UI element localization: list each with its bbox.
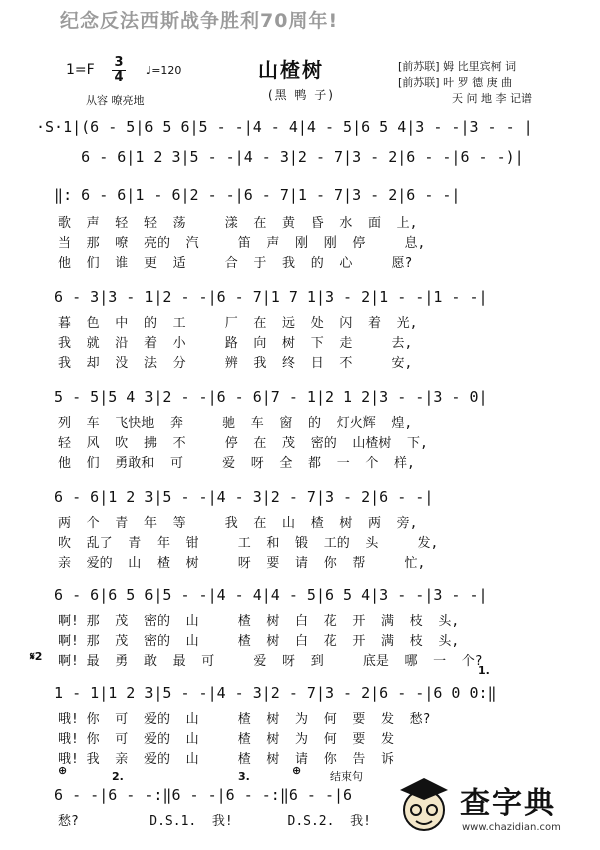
transcriber-credit: 天 问 地 李 记谱: [452, 92, 532, 105]
scholar-mascot-icon: [394, 774, 454, 838]
lyric-line: 他 们 谁 更 适 合 于 我 的 心 愿?: [58, 256, 413, 271]
lyric-line: 啊! 那 茂 密的 山 楂 树 白 花 开 满 枝 头,: [58, 614, 460, 629]
lyric-line: 亲 爱的 山 楂 树 呀 要 请 你 帮 忙,: [58, 556, 426, 571]
segno-2-mark: 𝄋2: [30, 650, 43, 663]
volta-1-mark: 1.: [478, 664, 490, 677]
coda-icon: ⊕: [292, 764, 302, 777]
composer-credit: [前苏联] 叶 罗 德 庚 曲: [398, 76, 513, 89]
staff-notes: 5 - 5|5 4 3|2 - -|6 - 6|7 - 1|2 1 2|3 - -|3 - 0|: [36, 388, 488, 406]
lyric-line: 暮 色 中 的 工 厂 在 远 处 闪 着 光,: [58, 316, 418, 331]
lyricist-credit: [前苏联] 姆 比里宾柯 词: [398, 60, 517, 73]
lyric-line: 歌 声 轻 轻 荡 漾 在 黄 昏 水 面 上,: [58, 216, 418, 231]
staff-2: [36, 148, 556, 178]
volta-3-mark: 3.: [238, 770, 250, 783]
coda-label: 结束句: [330, 770, 363, 783]
banner-title: 纪念反法西斯战争胜利70周年!: [60, 10, 339, 32]
lyric-line: 我 就 沿 着 小 路 向 树 下 走 去,: [58, 336, 413, 351]
lyric-line: 我 却 没 法 分 辨 我 终 日 不 安,: [58, 356, 413, 371]
lyric-line: 轻 风 吹 拂 不 停 在 茂 密的 山楂树 下,: [58, 436, 428, 451]
staff-notes: ·S·1|(6 - 5|6 5 6|5 - -|4 - 4|4 - 5|6 5 4|3 - -|3 - - |: [36, 118, 533, 136]
tempo-mark: ♩=120: [146, 64, 182, 77]
volta-2-mark: 2.: [112, 770, 124, 783]
key-signature: 1=F: [66, 62, 95, 78]
song-subtitle: (黑 鸭 子): [268, 88, 335, 102]
lyric-line: 吹 乱了 青 年 钳 工 和 锻 工的 头 发,: [58, 536, 439, 551]
expression-mark: 从容 嘹亮地: [86, 94, 145, 107]
staff-1: [36, 118, 556, 148]
lyric-line: 啊! 最 勇 敢 最 可 爱 呀 到 底是 哪 一 个?: [58, 654, 483, 669]
time-signature: [112, 56, 126, 85]
staff-notes: 6 - 6|1 2 3|5 - -|4 - 3|2 - 7|3 - 2|6 - -|: [36, 488, 434, 506]
logo-url: www.chazidian.com: [462, 822, 561, 833]
song-title: 山楂树: [258, 58, 324, 82]
lyric-line: 两 个 青 年 等 我 在 山 楂 树 两 旁,: [58, 516, 418, 531]
coda-icon: ⊕: [58, 764, 68, 777]
staff-notes: ‖: 6 - 6|1 - 6|2 - -|6 - 7|1 - 7|3 - 2|6 - -|: [36, 186, 461, 204]
time-signature-bottom: 4: [114, 70, 124, 85]
staff-notes: 1 - 1|1 2 3|5 - -|4 - 3|2 - 7|3 - 2|6 - -|6 0 0:‖: [36, 684, 497, 702]
lyric-line: 他 们 勇敢和 可 爱 呀 全 都 一 个 样,: [58, 456, 415, 471]
lyric-line: 啊! 那 茂 密的 山 楂 树 白 花 开 满 枝 头,: [58, 634, 460, 649]
lyric-line: 哦! 你 可 爱的 山 楂 树 为 何 要 发 愁?: [58, 712, 431, 727]
staff-notes: 6 - 3|3 - 1|2 - -|6 - 7|1 7 1|3 - 2|1 - -|1 - -|: [36, 288, 488, 306]
site-logo: [392, 772, 592, 842]
lyric-line: 愁? D.S.1. 我! D.S.2. 我!: [58, 814, 371, 829]
staff-notes: 6 - 6|6 5 6|5 - -|4 - 4|4 - 5|6 5 4|3 - -|3 - -|: [36, 586, 488, 604]
lyric-line: 哦! 我 亲 爱的 山 楂 树 请 你 告 诉: [58, 752, 395, 767]
logo-brand: 查字典: [460, 786, 556, 821]
staff-notes: 6 - 6|1 2 3|5 - -|4 - 3|2 - 7|3 - 2|6 - -|6 - -)|: [36, 148, 524, 166]
lyric-line: 哦! 你 可 爱的 山 楂 树 为 何 要 发: [58, 732, 395, 747]
time-signature-top: 3: [114, 55, 124, 70]
staff-notes: 6 - -|6 - -:‖6 - -|6 - -:‖6 - -|6: [36, 786, 353, 804]
lyric-line: 当 那 嘹 亮的 汽 笛 声 刚 刚 停 息,: [58, 236, 426, 251]
lyric-line: 列 车 飞快地 奔 驰 车 窗 的 灯火辉 煌,: [58, 416, 413, 431]
